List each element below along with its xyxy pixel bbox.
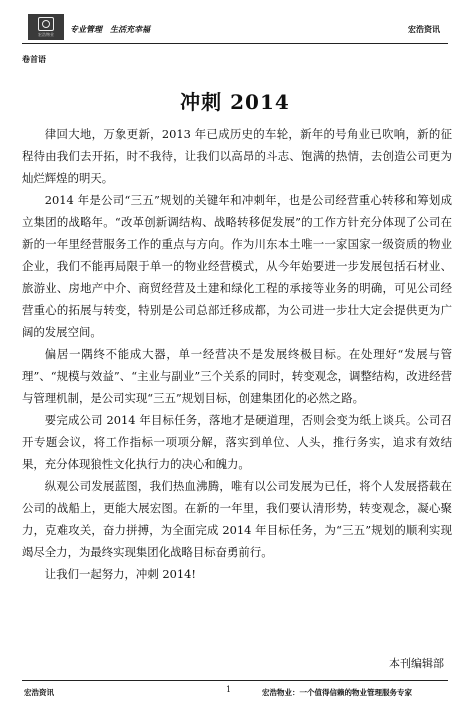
paragraph: 要完成公司 2014 年目标任务，落地才是硬道理，否则会变为纸上谈兵。公司召开专题会议，将工作指标一项项分解，落实到单位、人头，推行务实，追求有效结果，充分体现狼性文化执行力的决心和魄力。 [22, 413, 452, 471]
footer-divider [22, 680, 448, 681]
logo-text: 宏浩物业 [38, 31, 54, 37]
article-title: 冲刺 2014 [180, 90, 290, 114]
paragraph: 纵观公司发展蓝图，我们热血沸腾，唯有以公司发展为已任，将个人发展搭载在公司的战船上，更能大展宏图。在新的一年里，我们要认清形势，转变观念，凝心聚力，克难攻关，奋力拼搏，为全面完成 2014 年目标任务，为“三五”规划的顺利实现竭尽全力，为最终实现集团化战略目标奋勇前行。 [22, 479, 452, 559]
paragraph: 律回大地，万象更新，2013 年已成历史的车轮，新年的号角业已吹响，新的征程待由我们去开拓，时不我待，让我们以高昂的斗志、饱满的热情，去创造公司更为灿烂辉煌的明天。 [22, 127, 452, 185]
header-slogan: 专业管理 生活充幸福 [70, 24, 150, 34]
footer-publication: 宏浩资讯 [24, 688, 54, 697]
paragraph: 偏居一隅终不能成大器，单一经营决不是发展终极目标。在处理好“发展与管理”、“规模与效益”、“主业与副业”三个关系的同时，转变观念，调整结构，改进经营与管理机制，是公司实现“三五”规划目标，创建集团化的必然之路。 [22, 347, 452, 405]
header-divider [22, 43, 448, 44]
article-body [22, 123, 452, 585]
signature: 本刊编辑部 [389, 657, 444, 670]
footer-tagline: 宏浩物业：一个值得信赖的物业管理服务专家 [262, 688, 412, 697]
page-header [22, 10, 448, 44]
publication-name: 宏浩资讯 [408, 24, 440, 34]
paragraph: 让我们一起努力，冲刺 2014! [44, 567, 196, 581]
logo-mark-icon [38, 17, 54, 31]
company-logo [28, 14, 64, 40]
page-number: 1 [226, 685, 232, 694]
paragraph: 2014 年是公司“三五”规划的关键年和冲刺年，也是公司经营重心转移和筹划成立集团的战略年。“改革创新调结构、战略转移促发展”的工作方针充分体现了公司在新的一年里经营服务工作的重点与方向。作为川东本土唯一一家国家一级资质的物业企业，我们不能再局限于单一的物业经营模式，从今年始要进一步发展包括石材业、旅游业、房地产中介、商贸经营及土建和绿化工程的承接等业务的明确，可见公司经营重心的拓展与转变，特别是公司总部迁移成都，为公司进一步壮大定会提供更为广阔的发展空间。 [22, 193, 452, 339]
column-label: 卷首语 [22, 54, 46, 64]
